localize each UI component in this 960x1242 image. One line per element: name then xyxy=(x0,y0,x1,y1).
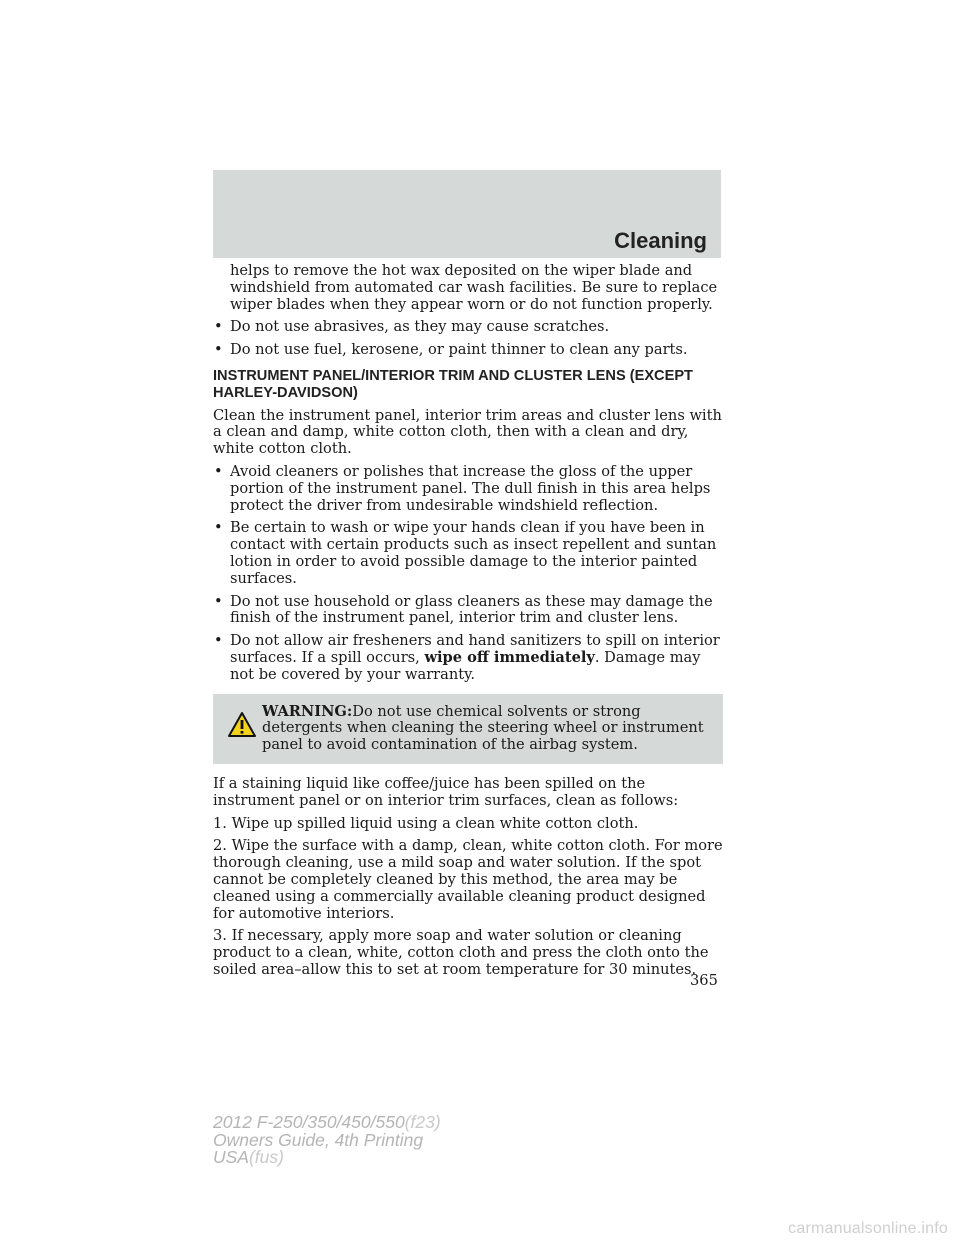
page-content xyxy=(213,263,723,985)
warning-label: WARNING: xyxy=(262,702,353,720)
bullet-symbol: • xyxy=(214,519,223,537)
steps-intro: If a staining liquid like coffee/juice has been spilled on the instrument panel or on interior trim surfaces, clean as follows: xyxy=(213,774,679,809)
emphasis-text: wipe off immediately xyxy=(424,648,595,666)
footer-line-2: Owners Guide, 4th Printing xyxy=(213,1129,424,1150)
footer-line-3: USA(fus) xyxy=(213,1147,284,1167)
watermark-text: carmanualsonline.info xyxy=(788,1220,948,1237)
bullet-symbol: • xyxy=(214,632,223,650)
section-lead-paragraph: Clean the instrument panel, interior trim areas and cluster lens with a clean and damp, white cotton cloth, then with a clean and dry, white cotton cloth. xyxy=(213,406,722,458)
step-item: 2. Wipe the surface with a damp, clean, white cotton cloth. For more thorough cleaning, use a mild soap and water solution. If the spot cannot be completely cleaned by this method, the area may be cleaned using a commercially available cleaning product designed for automotive interiors. xyxy=(213,837,723,922)
section-header-band xyxy=(213,170,721,258)
list-item: • Avoid cleaners or polishes that increase the gloss of the upper portion of the instrument panel. The dull finish in this area helps protect the driver from undesirable windshield reflection. xyxy=(214,462,711,514)
section-title: Cleaning xyxy=(614,228,707,253)
list-item: • Do not allow air fresheners and hand sanitizers to spill on interior surfaces. If a spill occurs, wipe off immediately. Damage may not be covered by your warranty. xyxy=(214,632,720,683)
list-item: • Do not use household or glass cleaners as these may damage the finish of the instrument panel, interior trim and cluster lens. xyxy=(214,592,713,627)
section-heading: INSTRUMENT PANEL/INTERIOR TRIM AND CLUSTER LENS (EXCEPT HARLEY-DAVIDSON) xyxy=(213,367,693,401)
continued-paragraph: helps to remove the hot wax deposited on the wiper blade and windshield from automated car wash facilities. Be sure to replace wiper blades when they appear worn or do not function properly. xyxy=(230,262,718,313)
warning-text: WARNING:Do not use chemical solvents or strong detergents when cleaning the steering wheel or instrument panel to avoid contamination of the airbag system. xyxy=(262,702,704,754)
list-item: • Do not use abrasives, as they may cause scratches. xyxy=(214,318,610,336)
list-item: • Be certain to wash or wipe your hands clean if you have been in contact with certain products such as insect repellent and suntan lotion in order to avoid possible damage to the interior painted surfaces. xyxy=(214,519,717,587)
page-number: 365 xyxy=(690,972,718,989)
bullet-symbol: • xyxy=(214,592,223,610)
bullet-symbol: • xyxy=(214,341,223,359)
document-footer xyxy=(213,1114,441,1167)
warning-triangle-icon xyxy=(227,711,257,738)
bullet-symbol: • xyxy=(214,318,223,336)
warning-box xyxy=(213,694,723,764)
list-item: • Do not use fuel, kerosene, or paint thinner to clean any parts. xyxy=(214,341,688,359)
step-item: 3. If necessary, apply more soap and water solution or cleaning product to a clean, white, cotton cloth and press the cloth onto the soiled area–allow this to set at room temperature for 30 minutes. xyxy=(213,927,709,978)
bullet-symbol: • xyxy=(214,462,223,480)
footer-line-1: 2012 F-250/350/450/550(f23) xyxy=(213,1112,441,1132)
step-item: 1. Wipe up spilled liquid using a clean white cotton cloth. xyxy=(213,814,639,832)
